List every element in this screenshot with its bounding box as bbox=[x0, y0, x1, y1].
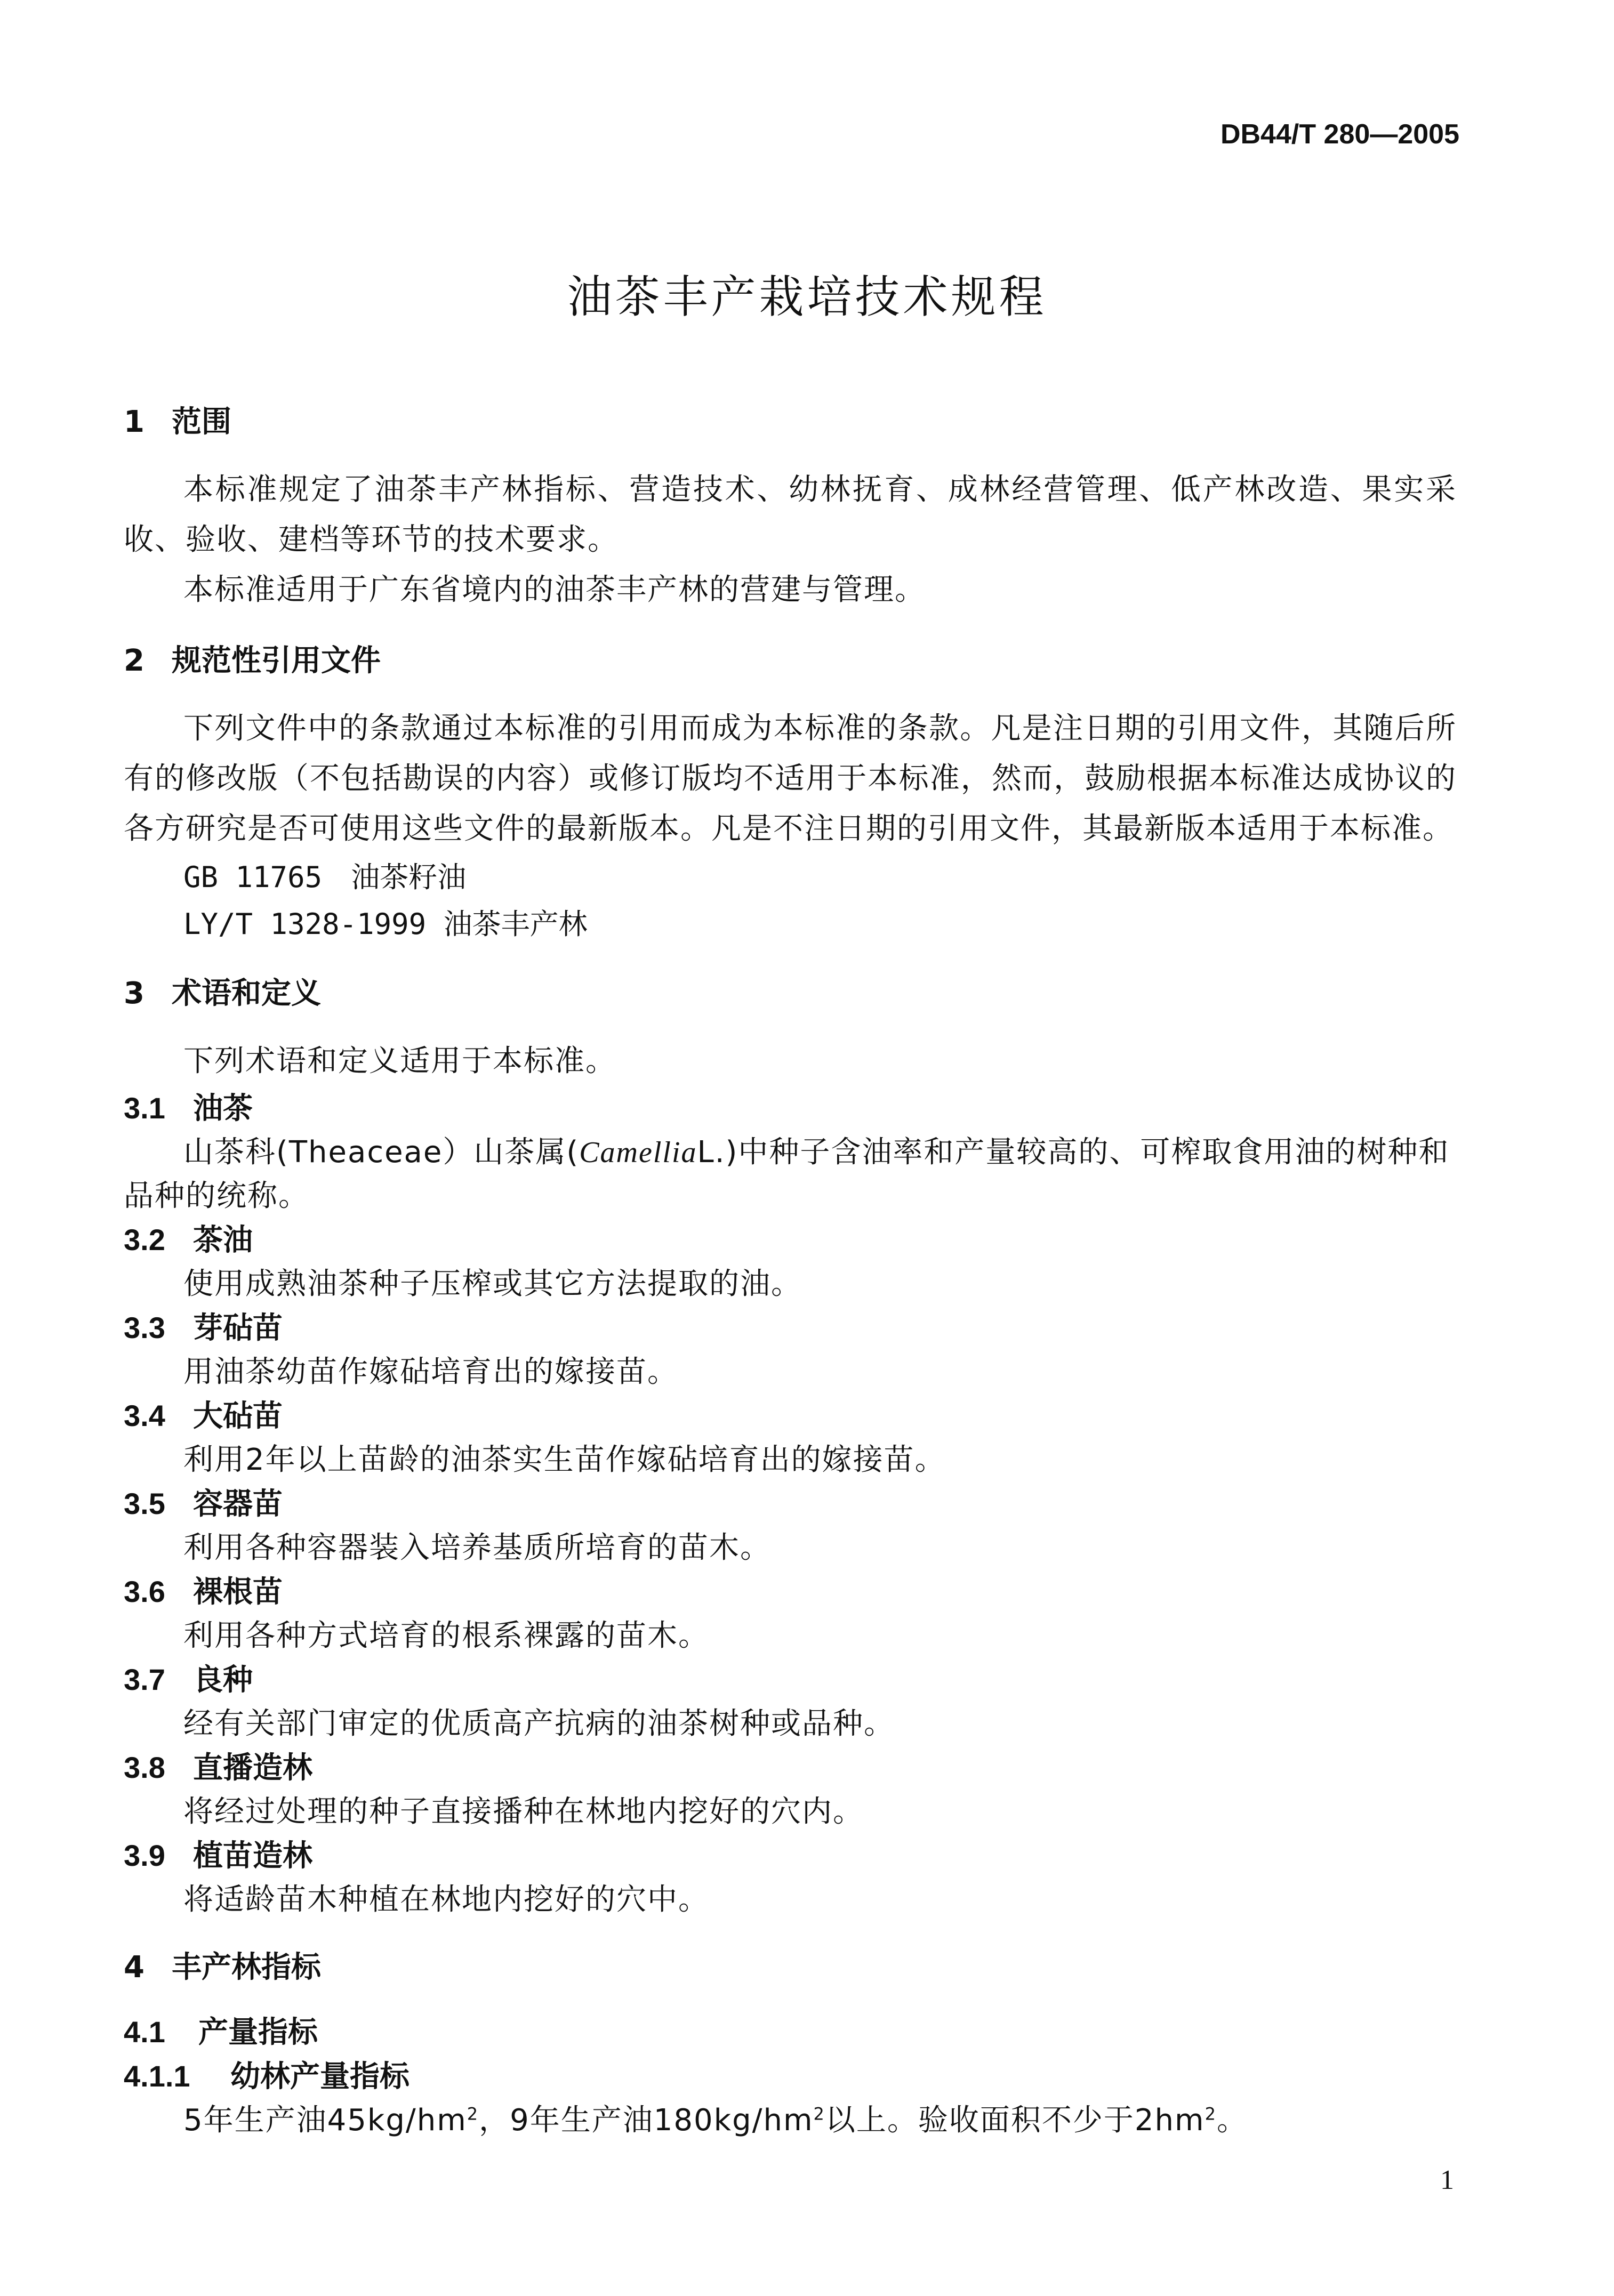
term-number: 3.6 bbox=[124, 1575, 165, 1608]
section-heading-normative-references bbox=[124, 640, 1457, 682]
term-heading bbox=[124, 1086, 1457, 1131]
term-number: 3.4 bbox=[124, 1399, 165, 1432]
indicator-text: 。 bbox=[1216, 2103, 1248, 2138]
subsection-title: 产量指标 bbox=[198, 2015, 318, 2050]
indicator-text: 5年生产油45kg/hm bbox=[183, 2103, 467, 2138]
page-number: 1 bbox=[1440, 2165, 1454, 2195]
indicator-text: ，9年生产油180kg/hm bbox=[479, 2103, 814, 2138]
document-title: 油茶丰产栽培技术规程 bbox=[567, 271, 1047, 323]
section-heading-scope bbox=[124, 401, 1457, 444]
standard-code: DB44/T 280—2005 bbox=[1220, 119, 1459, 150]
section-number: 4 bbox=[124, 1950, 144, 1985]
section-number: 2 bbox=[124, 643, 144, 678]
section-number: 3 bbox=[124, 976, 144, 1011]
definition-text: L.)中种子含油率和产量较高的、可榨取食用油的树种和品种的统称。 bbox=[124, 1135, 1450, 1213]
term-name: 良种 bbox=[193, 1663, 253, 1697]
term-name: 茶油 bbox=[193, 1223, 253, 1258]
term-name: 直播造林 bbox=[193, 1751, 312, 1785]
term-heading bbox=[124, 1834, 1457, 1878]
definition-text: 山茶科(Theaceae）山茶属( bbox=[183, 1135, 580, 1170]
term-heading bbox=[124, 1482, 1457, 1526]
section-heading-yield-indicators bbox=[124, 1946, 1457, 1989]
term-definition: 将经过处理的种子直接播种在林地内挖好的穴内。 bbox=[183, 1794, 864, 1829]
term-heading bbox=[124, 1394, 1457, 1438]
term-definition: 经有关部门审定的优质高产抗病的油茶树种或品种。 bbox=[183, 1706, 895, 1741]
superscript: 2 bbox=[467, 2104, 479, 2124]
superscript: 2 bbox=[1205, 2104, 1217, 2124]
subsection-number: 4.1 bbox=[124, 2015, 165, 2049]
term-heading bbox=[124, 1570, 1457, 1614]
term-number: 3.1 bbox=[124, 1091, 165, 1125]
term-name: 大砧苗 bbox=[193, 1399, 283, 1433]
term-name: 油茶 bbox=[193, 1091, 253, 1126]
superscript: 2 bbox=[813, 2104, 825, 2124]
subsubsection-heading bbox=[124, 2055, 1457, 2099]
term-heading bbox=[124, 1658, 1457, 1702]
scope-paragraph-1: 本标准规定了油茶丰产林指标、营造技术、幼林抚育、成林经营管理、低产林改造、果实采收、验收、建档等环节的技术要求。 bbox=[124, 472, 1457, 557]
term-number: 3.9 bbox=[124, 1839, 165, 1872]
term-number: 3.5 bbox=[124, 1487, 165, 1520]
section-number: 1 bbox=[124, 405, 144, 439]
section-title: 术语和定义 bbox=[172, 976, 321, 1011]
term-name: 裸根苗 bbox=[193, 1575, 283, 1609]
term-definition: 使用成熟油茶种子压榨或其它方法提取的油。 bbox=[183, 1267, 802, 1301]
yield-indicator-text bbox=[124, 2099, 1457, 2142]
term-definition: 利用各种容器装入培养基质所培育的苗木。 bbox=[183, 1530, 771, 1565]
term-name: 容器苗 bbox=[193, 1487, 283, 1521]
document-body bbox=[124, 401, 1457, 2142]
section-title: 丰产林指标 bbox=[172, 1950, 321, 1985]
term-definition: 利用各种方式培育的根系裸露的苗木。 bbox=[183, 1618, 709, 1653]
term-definition: 利用2年以上苗龄的油茶实生苗作嫁砧培育出的嫁接苗。 bbox=[183, 1443, 946, 1477]
section-heading-terms bbox=[124, 972, 1457, 1015]
section-title: 范围 bbox=[172, 405, 231, 439]
reference-item: GB 11765 油茶籽油 bbox=[183, 860, 467, 894]
section-title: 规范性引用文件 bbox=[172, 643, 381, 678]
indicator-text: 以上。验收面积不少于2hm bbox=[825, 2103, 1205, 2138]
term-heading bbox=[124, 1746, 1457, 1790]
terms-intro: 下列术语和定义适用于本标准。 bbox=[183, 1044, 616, 1078]
term-number: 3.8 bbox=[124, 1751, 165, 1784]
term-definition bbox=[124, 1131, 1457, 1218]
term-definition: 用油茶幼苗作嫁砧培育出的嫁接苗。 bbox=[183, 1355, 678, 1389]
term-heading bbox=[124, 1218, 1457, 1262]
term-number: 3.2 bbox=[124, 1223, 165, 1256]
subsubsection-number: 4.1.1 bbox=[124, 2059, 190, 2093]
subsection-heading bbox=[124, 2010, 1457, 2055]
scope-paragraph-2: 本标准适用于广东省境内的油茶丰产林的营建与管理。 bbox=[183, 573, 926, 607]
term-name: 植苗造林 bbox=[193, 1839, 312, 1873]
genus-name: Camellia bbox=[579, 1136, 697, 1169]
reference-item: LY/T 1328-1999 油茶丰产林 bbox=[183, 907, 588, 941]
references-paragraph: 下列文件中的条款通过本标准的引用而成为本标准的条款。凡是注日期的引用文件，其随后所有的修改版（不包括勘误的内容）或修订版均不适用于本标准，然而，鼓励根据本标准达成协议的各方研究是否可使用这些文件的最新版本。凡是不注日期的引用文件，其最新版本适用于本标准。 bbox=[124, 711, 1457, 846]
term-heading bbox=[124, 1306, 1457, 1350]
term-number: 3.3 bbox=[124, 1311, 165, 1344]
subsubsection-title: 幼林产量指标 bbox=[230, 2059, 409, 2094]
term-definition: 将适龄苗木种植在林地内挖好的穴中。 bbox=[183, 1882, 709, 1917]
term-number: 3.7 bbox=[124, 1663, 165, 1696]
term-name: 芽砧苗 bbox=[193, 1311, 283, 1346]
